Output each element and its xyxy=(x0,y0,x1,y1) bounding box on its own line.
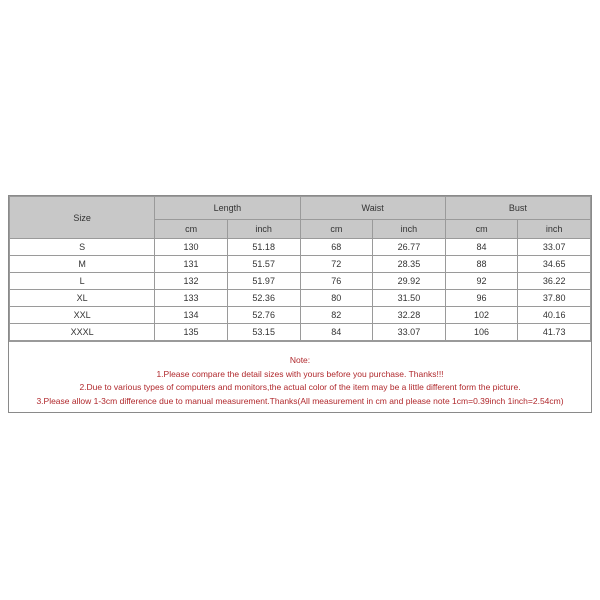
waist-cm-cell: 82 xyxy=(300,307,373,324)
size-cell: M xyxy=(10,256,155,273)
waist-inch-cell: 26.77 xyxy=(373,239,446,256)
waist-cm-cell: 76 xyxy=(300,273,373,290)
length-cm-cell: 133 xyxy=(155,290,228,307)
waist-cm-header: cm xyxy=(300,220,373,239)
length-inch-cell: 51.97 xyxy=(227,273,300,290)
size-chart xyxy=(8,195,592,413)
bust-inch-cell: 34.65 xyxy=(518,256,591,273)
size-cell: XXL xyxy=(10,307,155,324)
table-row xyxy=(10,290,591,307)
note-line-1: 1.Please compare the detail sizes with yours before you purchase. Thanks!!! xyxy=(156,368,444,379)
bust-cm-cell: 102 xyxy=(445,307,518,324)
length-inch-cell: 51.57 xyxy=(227,256,300,273)
bust-cm-cell: 92 xyxy=(445,273,518,290)
bust-cm-cell: 96 xyxy=(445,290,518,307)
waist-inch-cell: 31.50 xyxy=(373,290,446,307)
length-header: Length xyxy=(155,197,300,220)
length-cm-header: cm xyxy=(155,220,228,239)
size-cell: XL xyxy=(10,290,155,307)
table-row xyxy=(10,256,591,273)
table-row xyxy=(10,239,591,256)
bust-inch-cell: 40.16 xyxy=(518,307,591,324)
bust-inch-cell: 36.22 xyxy=(518,273,591,290)
waist-inch-header: inch xyxy=(373,220,446,239)
note-line-2: 2.Due to various types of computers and monitors,the actual color of the item may be a little different form the picture. xyxy=(79,382,521,392)
length-inch-cell: 52.76 xyxy=(227,307,300,324)
length-cm-cell: 134 xyxy=(155,307,228,324)
size-cell: XXXL xyxy=(10,324,155,341)
waist-inch-cell: 33.07 xyxy=(373,324,446,341)
length-cm-cell: 131 xyxy=(155,256,228,273)
notes-section xyxy=(9,341,591,412)
waist-inch-cell: 29.92 xyxy=(373,273,446,290)
length-cm-cell: 135 xyxy=(155,324,228,341)
size-table xyxy=(9,196,591,341)
waist-cm-cell: 80 xyxy=(300,290,373,307)
table-row xyxy=(10,324,591,341)
bust-cm-cell: 106 xyxy=(445,324,518,341)
bust-inch-cell: 33.07 xyxy=(518,239,591,256)
bust-inch-cell: 37.80 xyxy=(518,290,591,307)
header-group-row xyxy=(10,197,591,220)
waist-inch-cell: 32.28 xyxy=(373,307,446,324)
bust-inch-header: inch xyxy=(518,220,591,239)
size-cell: S xyxy=(10,239,155,256)
bust-inch-cell: 41.73 xyxy=(518,324,591,341)
waist-cm-cell: 84 xyxy=(300,324,373,341)
length-inch-cell: 51.18 xyxy=(227,239,300,256)
length-inch-cell: 53.15 xyxy=(227,324,300,341)
note-title: Note: xyxy=(289,355,311,365)
bust-header: Bust xyxy=(445,197,590,220)
size-cell: L xyxy=(10,273,155,290)
length-inch-cell: 52.36 xyxy=(227,290,300,307)
bust-cm-header: cm xyxy=(445,220,518,239)
size-column-header: Size xyxy=(10,197,155,239)
length-cm-cell: 132 xyxy=(155,273,228,290)
waist-cm-cell: 68 xyxy=(300,239,373,256)
waist-cm-cell: 72 xyxy=(300,256,373,273)
waist-inch-cell: 28.35 xyxy=(373,256,446,273)
table-row xyxy=(10,273,591,290)
waist-header: Waist xyxy=(300,197,445,220)
table-row xyxy=(10,307,591,324)
length-cm-cell: 130 xyxy=(155,239,228,256)
note-line-3: 3.Please allow 1-3cm difference due to manual measurement.Thanks(All measurement in cm and please note 1cm=0.39inch 1inch=2.54cm) xyxy=(36,395,564,406)
length-inch-header: inch xyxy=(227,220,300,239)
bust-cm-cell: 84 xyxy=(445,239,518,256)
bust-cm-cell: 88 xyxy=(445,256,518,273)
